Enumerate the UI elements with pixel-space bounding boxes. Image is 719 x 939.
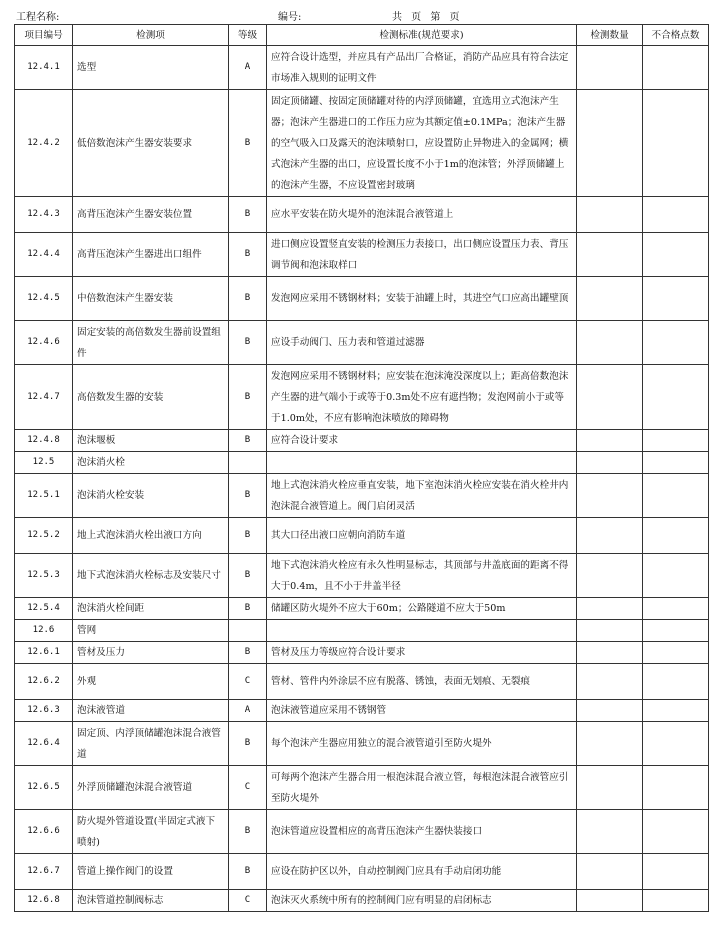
- row-item: 泡沫消火栓安装: [73, 474, 229, 518]
- row-fail-count: [643, 700, 709, 722]
- row-grade: B: [229, 810, 267, 854]
- row-fail-count: [643, 474, 709, 518]
- row-fail-count: [643, 277, 709, 321]
- row-id: 12.6.7: [15, 854, 73, 890]
- row-fail-count: [643, 321, 709, 365]
- row-standard: [267, 452, 577, 474]
- table-row: [15, 452, 709, 474]
- row-standard: 发泡网应采用不锈钢材料；应安装在泡沫淹没深度以上；距高倍数泡沫产生器的进气端小于或等于0.3m处不应有遮挡物；发泡网前小于或等于1.0m处，不应有影响泡沫喷放的障碍物: [267, 365, 577, 430]
- row-fail-count: [643, 518, 709, 554]
- table-header-row: [15, 25, 709, 46]
- col-header-id: 项目编号: [15, 25, 73, 46]
- row-item: 固定安装的高倍数发生器前设置组件: [73, 321, 229, 365]
- table-row: [15, 766, 709, 810]
- row-item: 选型: [73, 46, 229, 90]
- row-count: [577, 277, 643, 321]
- row-item: 高背压泡沫产生器进出口组件: [73, 233, 229, 277]
- row-id: 12.4.1: [15, 46, 73, 90]
- row-count: [577, 430, 643, 452]
- row-item: 泡沫堰板: [73, 430, 229, 452]
- row-id: 12.6: [15, 620, 73, 642]
- row-grade: B: [229, 90, 267, 197]
- row-standard: [267, 620, 577, 642]
- row-grade: B: [229, 854, 267, 890]
- row-item: 固定顶、内浮顶储罐泡沫混合液管道: [73, 722, 229, 766]
- row-id: 12.5.4: [15, 598, 73, 620]
- row-id: 12.4.4: [15, 233, 73, 277]
- table-row: [15, 430, 709, 452]
- row-id: 12.5.2: [15, 518, 73, 554]
- row-grade: C: [229, 766, 267, 810]
- row-grade: C: [229, 890, 267, 912]
- row-count: [577, 197, 643, 233]
- row-grade: B: [229, 277, 267, 321]
- row-standard: 地上式泡沫消火栓应垂直安装，地下室泡沫消火栓应安装在消火栓井内泡沫混合液管道上。阀门启闭灵活: [267, 474, 577, 518]
- row-fail-count: [643, 365, 709, 430]
- row-count: [577, 722, 643, 766]
- row-count: [577, 854, 643, 890]
- row-grade: B: [229, 518, 267, 554]
- row-fail-count: [643, 854, 709, 890]
- row-item: 低倍数泡沫产生器安装要求: [73, 90, 229, 197]
- row-count: [577, 46, 643, 90]
- row-id: 12.6.6: [15, 810, 73, 854]
- table-row: [15, 554, 709, 598]
- row-count: [577, 365, 643, 430]
- table-row: [15, 722, 709, 766]
- row-item: 外浮顶储罐泡沫混合液管道: [73, 766, 229, 810]
- row-grade: B: [229, 474, 267, 518]
- table-row: [15, 620, 709, 642]
- row-id: 12.6.3: [15, 700, 73, 722]
- row-standard: 应水平安装在防火堤外的泡沫混合液管道上: [267, 197, 577, 233]
- table-row: [15, 46, 709, 90]
- project-name-label: 工程名称:: [16, 12, 60, 23]
- row-standard: 应设手动阀门、压力表和管道过滤器: [267, 321, 577, 365]
- table-row: [15, 197, 709, 233]
- row-fail-count: [643, 233, 709, 277]
- row-standard: 可每两个泡沫产生器合用一根泡沫混合液立管，每根泡沫混合液管应引至防火堤外: [267, 766, 577, 810]
- row-standard: 地下式泡沫消火栓应有永久性明显标志，其顶部与井盖底面的距离不得大于0.4m，且不小于井盖半径: [267, 554, 577, 598]
- row-count: [577, 474, 643, 518]
- table-row: [15, 474, 709, 518]
- row-id: 12.6.5: [15, 766, 73, 810]
- row-id: 12.5: [15, 452, 73, 474]
- row-id: 12.5.1: [15, 474, 73, 518]
- row-grade: B: [229, 197, 267, 233]
- row-fail-count: [643, 810, 709, 854]
- row-standard: 储罐区防火堤外不应大于60m；公路隧道不应大于50m: [267, 598, 577, 620]
- row-item: 地下式泡沫消火栓标志及安装尺寸: [73, 554, 229, 598]
- row-item: 泡沫消火栓间距: [73, 598, 229, 620]
- col-header-standard: 检测标准(规范要求): [267, 25, 577, 46]
- row-fail-count: [643, 766, 709, 810]
- row-grade: [229, 620, 267, 642]
- table-row: [15, 664, 709, 700]
- row-item: 地上式泡沫消火栓出液口方向: [73, 518, 229, 554]
- table-row: [15, 365, 709, 430]
- row-id: 12.4.2: [15, 90, 73, 197]
- row-standard: 每个泡沫产生器应用独立的混合液管道引至防火堤外: [267, 722, 577, 766]
- col-header-item: 检测项: [73, 25, 229, 46]
- row-fail-count: [643, 722, 709, 766]
- table-row: [15, 233, 709, 277]
- row-item: 外观: [73, 664, 229, 700]
- table-row: [15, 90, 709, 197]
- row-grade: B: [229, 430, 267, 452]
- row-item: 泡沫管道控制阀标志: [73, 890, 229, 912]
- row-count: [577, 890, 643, 912]
- row-id: 12.4.6: [15, 321, 73, 365]
- row-standard: 发泡网应采用不锈钢材料；安装于油罐上时，其进空气口应高出罐壁顶: [267, 277, 577, 321]
- row-id: 12.4.8: [15, 430, 73, 452]
- row-grade: C: [229, 664, 267, 700]
- row-fail-count: [643, 452, 709, 474]
- pages-label: 共 页 第 页: [392, 12, 460, 23]
- row-count: [577, 766, 643, 810]
- table-row: [15, 598, 709, 620]
- row-standard: 应符合设计要求: [267, 430, 577, 452]
- row-item: 泡沫消火栓: [73, 452, 229, 474]
- row-id: 12.6.2: [15, 664, 73, 700]
- table-row: [15, 810, 709, 854]
- row-id: 12.4.3: [15, 197, 73, 233]
- row-id: 12.6.4: [15, 722, 73, 766]
- row-grade: [229, 452, 267, 474]
- row-fail-count: [643, 620, 709, 642]
- row-count: [577, 233, 643, 277]
- row-id: 12.6.8: [15, 890, 73, 912]
- row-count: [577, 642, 643, 664]
- row-grade: B: [229, 722, 267, 766]
- row-count: [577, 700, 643, 722]
- table-row: [15, 277, 709, 321]
- row-standard: 管材及压力等级应符合设计要求: [267, 642, 577, 664]
- row-grade: B: [229, 321, 267, 365]
- row-fail-count: [643, 664, 709, 700]
- row-grade: B: [229, 233, 267, 277]
- row-count: [577, 518, 643, 554]
- row-fail-count: [643, 197, 709, 233]
- row-fail-count: [643, 890, 709, 912]
- table-row: [15, 700, 709, 722]
- table-body: [15, 46, 709, 912]
- row-count: [577, 664, 643, 700]
- row-fail-count: [643, 642, 709, 664]
- row-item: 高背压泡沫产生器安装位置: [73, 197, 229, 233]
- row-count: [577, 321, 643, 365]
- row-item: 管道上操作阀门的设置: [73, 854, 229, 890]
- table-row: [15, 890, 709, 912]
- table-row: [15, 642, 709, 664]
- row-id: 12.5.3: [15, 554, 73, 598]
- row-item: 管网: [73, 620, 229, 642]
- col-header-grade: 等级: [229, 25, 267, 46]
- row-standard: 进口侧应设置竖直安装的检测压力表接口，出口侧应设置压力表、背压调节阀和泡沫取样口: [267, 233, 577, 277]
- row-standard: 泡沫管道应设置相应的高背压泡沫产生器快装接口: [267, 810, 577, 854]
- row-count: [577, 554, 643, 598]
- row-standard: 固定顶储罐、按固定顶储罐对待的内浮顶储罐，宜选用立式泡沫产生器；泡沫产生器进口的工作压力应为其额定值±0.1MPa；泡沫产生器的空气吸入口及露天的泡沫喷射口，应设置防止异物进入的金属网；横式泡沫产生器的出口，应设置长度不小于1m的泡沫管；外浮顶储罐上的泡沫产生器，不应设置密封玻璃: [267, 90, 577, 197]
- row-standard: 管材、管件内外涂层不应有脱落、锈蚀，表面无划痕、无裂痕: [267, 664, 577, 700]
- row-id: 12.6.1: [15, 642, 73, 664]
- table-row: [15, 321, 709, 365]
- row-count: [577, 620, 643, 642]
- row-count: [577, 810, 643, 854]
- row-standard: 泡沫灭火系统中所有的控制阀门应有明显的启闭标志: [267, 890, 577, 912]
- table-row: [15, 854, 709, 890]
- col-header-count: 检测数量: [577, 25, 643, 46]
- row-item: 管材及压力: [73, 642, 229, 664]
- row-grade: A: [229, 46, 267, 90]
- row-standard: 应设在防护区以外，自动控制阀门应具有手动启闭功能: [267, 854, 577, 890]
- row-fail-count: [643, 90, 709, 197]
- row-fail-count: [643, 598, 709, 620]
- row-grade: B: [229, 554, 267, 598]
- row-fail-count: [643, 554, 709, 598]
- row-grade: A: [229, 700, 267, 722]
- row-fail-count: [643, 46, 709, 90]
- row-id: 12.4.5: [15, 277, 73, 321]
- row-item: 高倍数发生器的安装: [73, 365, 229, 430]
- col-header-fail: 不合格点数: [643, 25, 709, 46]
- row-grade: B: [229, 642, 267, 664]
- row-fail-count: [643, 430, 709, 452]
- row-count: [577, 452, 643, 474]
- row-standard: 其大口径出液口应朝向消防车道: [267, 518, 577, 554]
- row-count: [577, 598, 643, 620]
- row-standard: 应符合设计选型，并应具有产品出厂合格证，消防产品应具有符合法定市场准入规则的证明文件: [267, 46, 577, 90]
- table-row: [15, 518, 709, 554]
- number-label: 编号:: [278, 12, 302, 23]
- page-header: [0, 0, 719, 24]
- row-grade: B: [229, 365, 267, 430]
- row-count: [577, 90, 643, 197]
- row-grade: B: [229, 598, 267, 620]
- inspection-table: [14, 24, 709, 912]
- row-id: 12.4.7: [15, 365, 73, 430]
- row-item: 泡沫液管道: [73, 700, 229, 722]
- row-item: 防火堤外管道设置(半固定式液下喷射): [73, 810, 229, 854]
- row-standard: 泡沫液管道应采用不锈钢管: [267, 700, 577, 722]
- row-item: 中倍数泡沫产生器安装: [73, 277, 229, 321]
